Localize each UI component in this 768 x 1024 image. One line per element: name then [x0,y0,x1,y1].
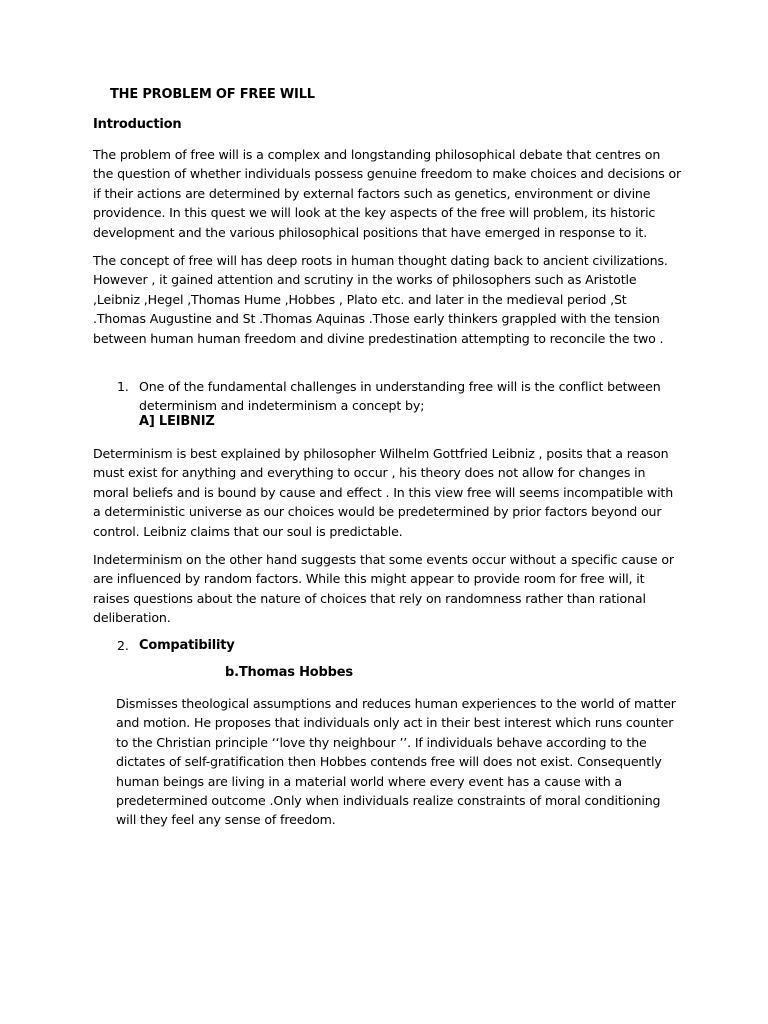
paragraph-indeterminism: Indeterminism on the other hand suggests that some events occur without a specific cause or are influenced by random factors. While this might appear to provide room for free will, it raises questions about the nature of choices that rely on randomness rather than rational deliberation. [93,552,674,626]
paragraph-determinism: Determinism is best explained by philosopher Wilhelm Gottfried Leibniz , posits that a reason must exist for anything and everything to occur , his theory does not allow for changes in moral beliefs and is bound by cause and effect . In this view free will seems incompatible with a deterministic universe as our choices would be predetermined by prior factors beyond our control. Leibniz claims that our soul is predictable. [93,446,674,539]
introduction-heading: Introduction [93,117,182,132]
subheading-hobbes: b.Thomas Hobbes [225,665,353,680]
subheading-leibniz: A] LEIBNIZ [139,414,215,429]
paragraph-history: The concept of free will has deep roots in human thought dating back to ancient civilizations. However , it gained attention and scrutiny in the works of philosophers such as Aristotle ,Leibniz ,Hegel ,Thomas Hume ,Hobbes , Plato etc. and later in the medieval period ,St .Thomas Augustine and St .Thomas Aquinas .Those early thinkers grappled with the tension between human human freedom and divine predestination attempting to reconcile the two . [93,253,668,346]
list-text: One of the fundamental challenges in understanding free will is the conflict between determinism and indeterminism a concept by; [139,379,661,414]
paragraph-intro: The problem of free will is a complex and longstanding philosophical debate that centres on the question of whether individuals possess genuine freedom to make choices and decisions or if their actions are determined by external factors such as genetics, environment or divine providence. In this quest we will look at the key aspects of the free will problem, its historic development and the various philosophical positions that have emerged in response to it. [93,147,682,240]
list-text: Compatibility [139,638,235,653]
list-number: 1. [117,379,129,394]
document-title: THE PROBLEM OF FREE WILL [110,87,315,102]
paragraph-hobbes: Dismisses theological assumptions and reduces human experiences to the world of matter and motion. He proposes that individuals only act in their best interest which runs counter to the Christian principle ‘‘love thy neighbour ’’. If individuals behave according to the dictates of self-gratification then Hobbes contends free will does not exist. Consequently human beings are living in a material world where every event has a cause with a predetermined outcome .Only when individuals realize constraints of moral conditioning will they feel any sense of freedom. [116,696,676,828]
list-number: 2. [117,638,129,653]
